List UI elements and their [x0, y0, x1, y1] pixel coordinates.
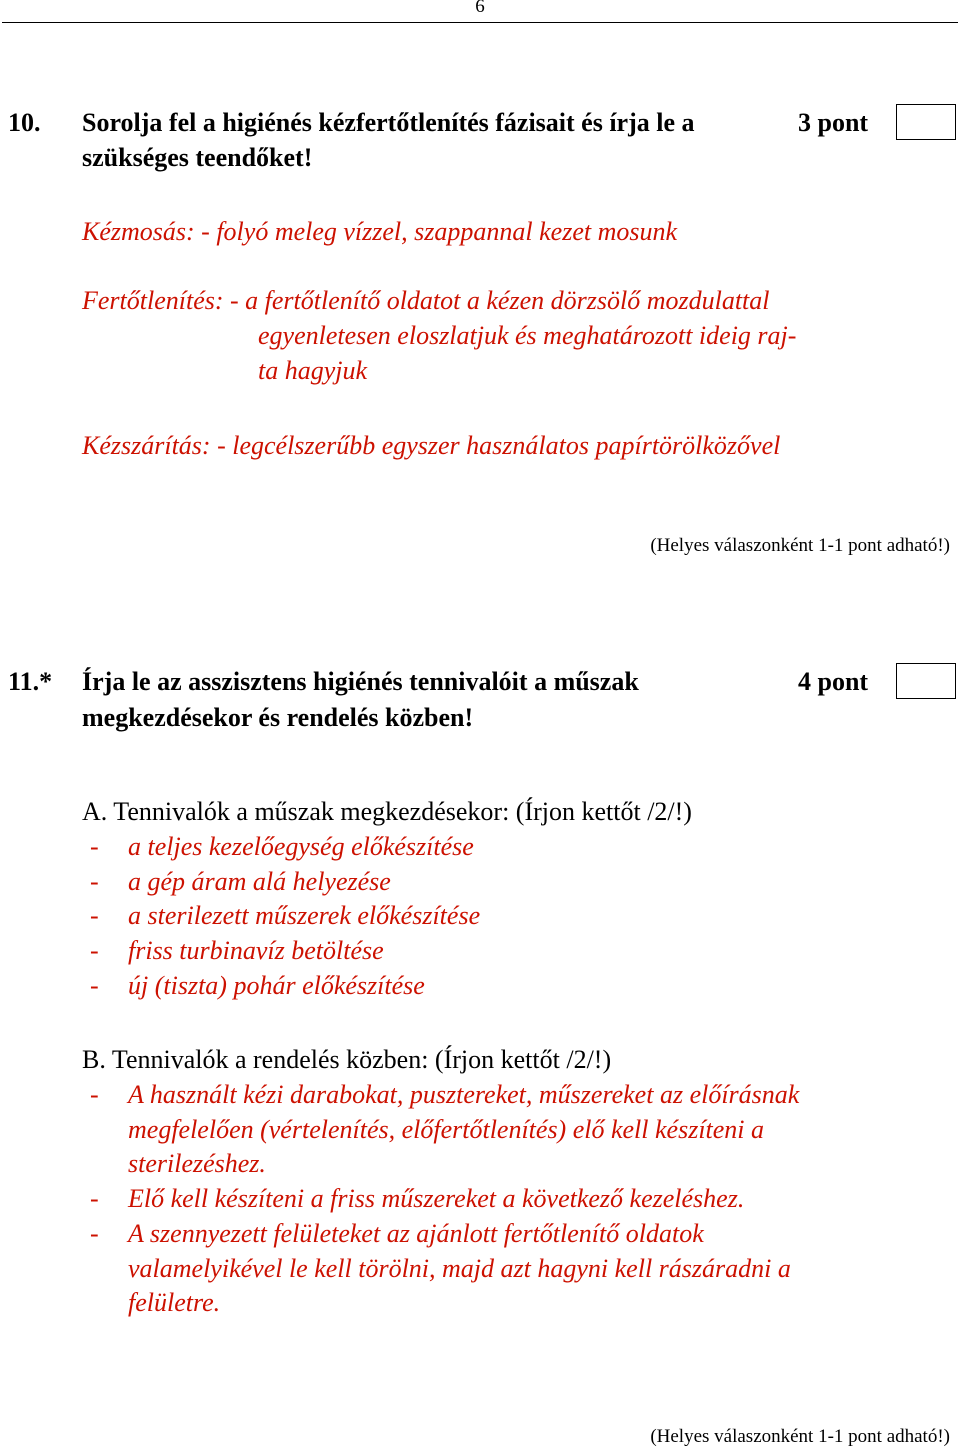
q11-b-item-1-line3: sterilezéshez. [128, 1149, 266, 1178]
q10-question-line1: Sorolja fel a higiénés kézfertőtlenítés fázisait és írja le a [82, 108, 695, 137]
q10-answer-drying: Kézszárítás: - legcélszerűbb egyszer használatos papírtörölközővel [82, 431, 781, 460]
page-number: 6 [475, 0, 485, 17]
list-dash: - [90, 901, 99, 930]
list-dash: - [90, 867, 99, 896]
q11-points: 4 pont [798, 667, 869, 696]
q10-question-line2: szükséges teendőket! [82, 143, 313, 172]
list-dash: - [90, 1219, 99, 1248]
q11-a-item-4: friss turbinavíz betöltése [128, 936, 384, 965]
q11-b-item-1-line2: megfelelően (vértelenítés, előfertőtlenítés) elő kell készíteni a [128, 1115, 765, 1144]
q11-section-a-heading: A. Tennivalók a műszak megkezdésekor: (Írjon kettőt /2/!) [82, 797, 692, 826]
q11-b-item-1-line1: A használt kézi darabokat, pusztereket, műszereket az előírásnak [128, 1080, 800, 1109]
q11-b-item-2: Elő kell készíteni a friss műszereket a következő kezeléshez. [128, 1184, 745, 1213]
q11-a-item-3: a sterilezett műszerek előkészítése [128, 901, 481, 930]
q10-answer-disinfection-line2: egyenletesen eloszlatjuk és meghatározott ideig raj- [258, 321, 797, 350]
q11-b-item-3-line1: A szennyezett felületeket az ajánlott fertőtlenítő oldatok [128, 1219, 704, 1248]
list-dash: - [90, 1080, 99, 1109]
list-dash: - [90, 971, 99, 1000]
q11-b-item-3-line2: valamelyikével le kell törölni, majd azt hagyni kell rászáradni a [128, 1254, 791, 1283]
q11-a-item-5: új (tiszta) pohár előkészítése [128, 971, 425, 1000]
q10-scoring-note: (Helyes válaszonként 1-1 pont adható!) [650, 535, 950, 556]
q11-a-item-1: a teljes kezelőegység előkészítése [128, 832, 474, 861]
q10-number: 10. [8, 108, 41, 137]
list-dash: - [90, 832, 99, 861]
list-dash: - [90, 1184, 99, 1213]
q11-question-line1: Írja le az asszisztens higiénés tennivalóit a műszak [82, 667, 639, 696]
q11-score-box[interactable] [896, 663, 956, 699]
q10-points: 3 pont [798, 108, 869, 137]
q11-number: 11.* [8, 667, 53, 696]
q11-b-item-3-line3: felületre. [128, 1288, 221, 1317]
q10-answer-handwashing: Kézmosás: - folyó meleg vízzel, szappannal kezet mosunk [82, 217, 678, 246]
q11-a-item-2: a gép áram alá helyezése [128, 867, 391, 896]
header-rule [2, 22, 958, 23]
list-dash: - [90, 936, 99, 965]
q10-score-box[interactable] [896, 104, 956, 140]
q11-scoring-note: (Helyes válaszonként 1-1 pont adható!) [650, 1426, 950, 1447]
q11-section-b-heading: B. Tennivalók a rendelés közben: (Írjon kettőt /2/!) [82, 1045, 612, 1074]
q11-question-line2: megkezdésekor és rendelés közben! [82, 703, 474, 732]
q10-answer-disinfection-line3: ta hagyjuk [258, 356, 368, 385]
q10-answer-disinfection-line1: Fertőtlenítés: - a fertőtlenítő oldatot a kézen dörzsölő mozdulattal [82, 286, 770, 315]
